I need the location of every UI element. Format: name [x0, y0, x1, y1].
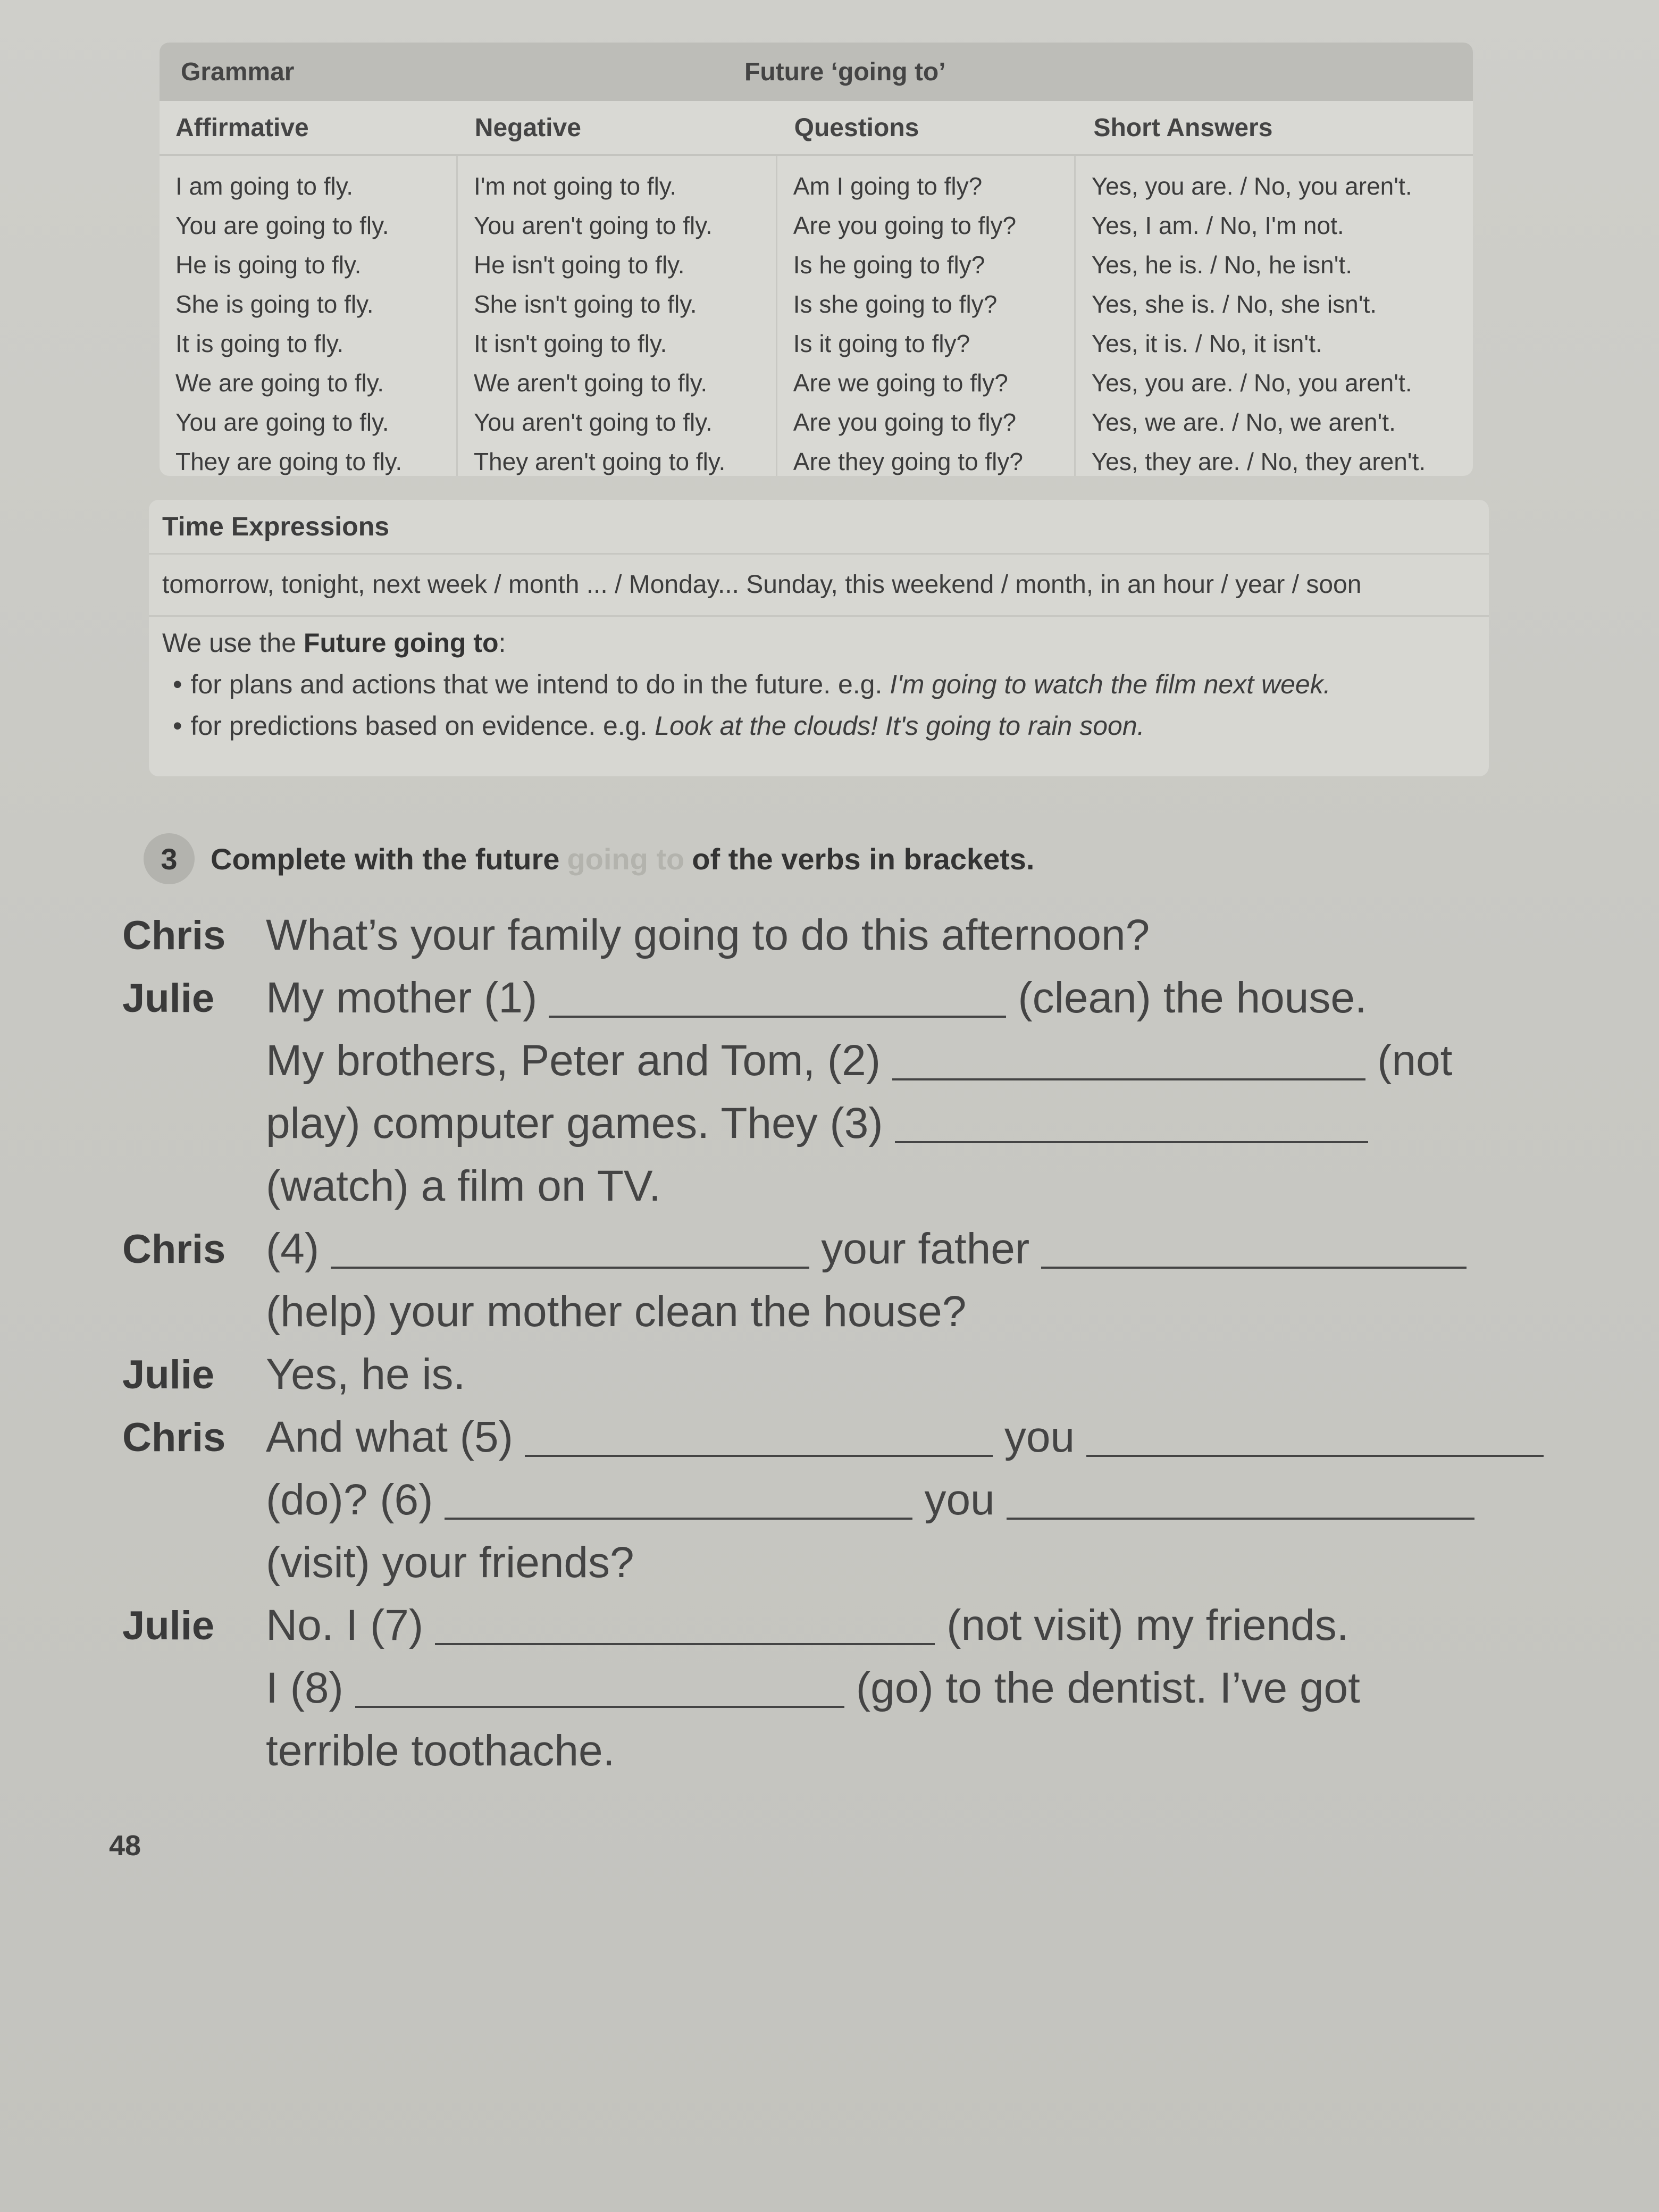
- line-text: [266, 1036, 1452, 1086]
- line-part: And what (5): [266, 1413, 513, 1461]
- line-text: (watch) a film on TV.: [266, 1162, 661, 1210]
- exercise-title-faint: going to: [567, 842, 685, 876]
- line-text: (visit) your friends?: [266, 1538, 634, 1587]
- table-cell: Yes, I am. / No, I'm not.: [1091, 212, 1344, 239]
- answer-blank-2[interactable]: [892, 1041, 1365, 1080]
- line-part: (4): [266, 1225, 320, 1273]
- col-affirmative: Affirmative: [175, 113, 309, 142]
- table-cell: He is going to fly.: [175, 251, 362, 279]
- short-answers-column: [1076, 156, 1473, 476]
- line-text: [266, 1099, 1380, 1149]
- usage-intro-text: We use the: [162, 628, 304, 658]
- line-text: [266, 973, 1367, 1023]
- table-cell: Are we going to fly?: [793, 369, 1008, 397]
- speaker: Chris: [122, 1226, 226, 1272]
- table-cell: They are going to fly.: [175, 448, 403, 475]
- grammar-label: Grammar: [181, 57, 295, 86]
- answer-blank-5a[interactable]: [525, 1418, 993, 1457]
- line-part: (go) to the dentist. I’ve got: [856, 1664, 1360, 1712]
- dialog-line: [122, 1594, 1558, 1657]
- dialog-line: [122, 1657, 1558, 1720]
- grammar-table: [160, 43, 1473, 476]
- table-cell: It isn't going to fly.: [473, 330, 667, 357]
- answer-blank-7[interactable]: [435, 1606, 935, 1645]
- col-negative: Negative: [474, 113, 581, 142]
- usage-notes: [149, 617, 1489, 752]
- table-cell: You aren't going to fly.: [473, 212, 713, 239]
- speaker: Chris: [122, 1414, 226, 1460]
- questions-column: [777, 156, 1076, 476]
- table-cell: Is he going to fly?: [793, 251, 985, 279]
- answer-blank-6a[interactable]: [445, 1480, 912, 1520]
- table-cell: I am going to fly.: [175, 172, 354, 200]
- table-cell: You aren't going to fly.: [473, 408, 713, 436]
- line-part: (do)? (6): [266, 1476, 433, 1524]
- bullet-example: Look at the clouds! It's going to rain soon.: [655, 711, 1145, 741]
- answer-blank-4b[interactable]: [1041, 1229, 1467, 1269]
- answer-blank-6b[interactable]: [1007, 1480, 1474, 1520]
- table-cell: We aren't going to fly.: [473, 369, 708, 397]
- usage-bullet-plans: [162, 664, 1476, 705]
- col-questions: Questions: [794, 113, 919, 142]
- table-cell: She is going to fly.: [175, 290, 374, 318]
- answer-blank-5b[interactable]: [1086, 1418, 1544, 1457]
- usage-intro: [162, 622, 1476, 664]
- table-cell: Are you going to fly?: [793, 408, 1017, 436]
- time-expressions-list: tomorrow, tonight, next week / month ... / Monday... Sunday, this weekend / month, in an hour / year / soon: [149, 555, 1489, 617]
- bullet-text: for predictions based on evidence. e.g.: [190, 711, 655, 741]
- bullet-example: I'm going to watch the film next week.: [890, 669, 1331, 699]
- dialog-line: [122, 1531, 1558, 1594]
- answer-blank-1[interactable]: [549, 978, 1006, 1018]
- line-part: My mother (1): [266, 974, 538, 1022]
- line-text: [266, 1475, 1486, 1525]
- table-cell: Is it going to fly?: [793, 330, 970, 357]
- dialog-line: [122, 1469, 1558, 1531]
- table-cell: Are they going to fly?: [793, 448, 1023, 475]
- exercise-title-b: of the verbs in brackets.: [692, 842, 1035, 876]
- table-cell: Yes, she is. / No, she isn't.: [1091, 290, 1377, 318]
- dialog-line: [122, 1155, 1558, 1218]
- table-cell: Yes, they are. / No, they aren't.: [1091, 448, 1426, 475]
- line-text: (help) your mother clean the house?: [266, 1287, 967, 1336]
- table-cell: I'm not going to fly.: [473, 172, 677, 200]
- usage-bullet-predictions: [162, 705, 1476, 747]
- dialog-line: [122, 1029, 1558, 1092]
- column-headers: [160, 101, 1473, 156]
- grammar-body: [160, 156, 1473, 476]
- line-part: (not visit) my friends.: [946, 1601, 1349, 1649]
- line-part: My brothers, Peter and Tom, (2): [266, 1036, 881, 1085]
- speaker: Julie: [122, 1352, 215, 1397]
- line-text: Yes, he is.: [266, 1350, 466, 1398]
- dialog-line: [122, 1406, 1558, 1469]
- time-expressions-box: [149, 500, 1489, 776]
- speaker: Julie: [122, 975, 215, 1021]
- table-cell: Am I going to fly?: [793, 172, 983, 200]
- dialog-line: [122, 967, 1558, 1029]
- line-part: I (8): [266, 1664, 343, 1712]
- grammar-header: [160, 43, 1473, 101]
- line-text: terrible toothache.: [266, 1727, 615, 1775]
- exercise-title: [144, 830, 1526, 888]
- speaker: Chris: [122, 912, 226, 958]
- line-text: What’s your family going to do this afternoon?: [266, 911, 1150, 959]
- line-part: play) computer games. They (3): [266, 1099, 883, 1147]
- dialog-line: [122, 1218, 1558, 1280]
- table-cell: Yes, he is. / No, he isn't.: [1091, 251, 1353, 279]
- table-cell: He isn't going to fly.: [473, 251, 685, 279]
- affirmative-column: [160, 156, 458, 476]
- usage-intro-bold: Future going to: [303, 628, 499, 658]
- table-cell: Yes, you are. / No, you aren't.: [1091, 172, 1412, 200]
- table-cell: They aren't going to fly.: [473, 448, 726, 475]
- dialog: [122, 904, 1558, 1782]
- dialog-line: [122, 1720, 1558, 1782]
- table-cell: It is going to fly.: [175, 330, 344, 357]
- table-cell: Yes, it is. / No, it isn't.: [1091, 330, 1322, 357]
- exercise-title-a: Complete with the future: [211, 842, 560, 876]
- line-part: you: [1004, 1413, 1075, 1461]
- dialog-line: [122, 904, 1558, 967]
- line-text: [266, 1412, 1555, 1462]
- answer-blank-8[interactable]: [355, 1669, 844, 1708]
- grammar-title: Future ‘going to’: [744, 57, 946, 86]
- line-part: (clean) the house.: [1018, 974, 1367, 1022]
- speaker: Julie: [122, 1603, 215, 1648]
- answer-blank-3[interactable]: [895, 1104, 1368, 1143]
- table-cell: Is she going to fly?: [793, 290, 998, 318]
- table-cell: You are going to fly.: [175, 212, 389, 239]
- time-expressions-title: Time Expressions: [149, 500, 1489, 555]
- table-cell: She isn't going to fly.: [473, 290, 697, 318]
- usage-colon: :: [498, 628, 506, 658]
- table-cell: You are going to fly.: [175, 408, 389, 436]
- line-part: No. I (7): [266, 1601, 424, 1649]
- negative-column: [458, 156, 777, 476]
- line-part: your father: [821, 1225, 1030, 1273]
- exercise-number: 3: [144, 833, 195, 884]
- table-cell: Yes, you are. / No, you aren't.: [1091, 369, 1412, 397]
- dialog-line: [122, 1092, 1558, 1155]
- dialog-line: [122, 1343, 1558, 1406]
- table-cell: Are you going to fly?: [793, 212, 1017, 239]
- line-part: (not: [1377, 1036, 1453, 1085]
- page-number: 48: [109, 1830, 141, 1862]
- line-text: [266, 1224, 1478, 1274]
- dialog-line: [122, 1280, 1558, 1343]
- line-text: [266, 1663, 1360, 1713]
- table-cell: We are going to fly.: [175, 369, 384, 397]
- line-text: [266, 1601, 1349, 1650]
- answer-blank-4a[interactable]: [331, 1229, 809, 1269]
- line-part: you: [924, 1476, 995, 1524]
- bullet-text: for plans and actions that we intend to do in the future. e.g.: [190, 669, 890, 699]
- col-short-answers: Short Answers: [1093, 113, 1273, 142]
- table-cell: Yes, we are. / No, we aren't.: [1091, 408, 1396, 436]
